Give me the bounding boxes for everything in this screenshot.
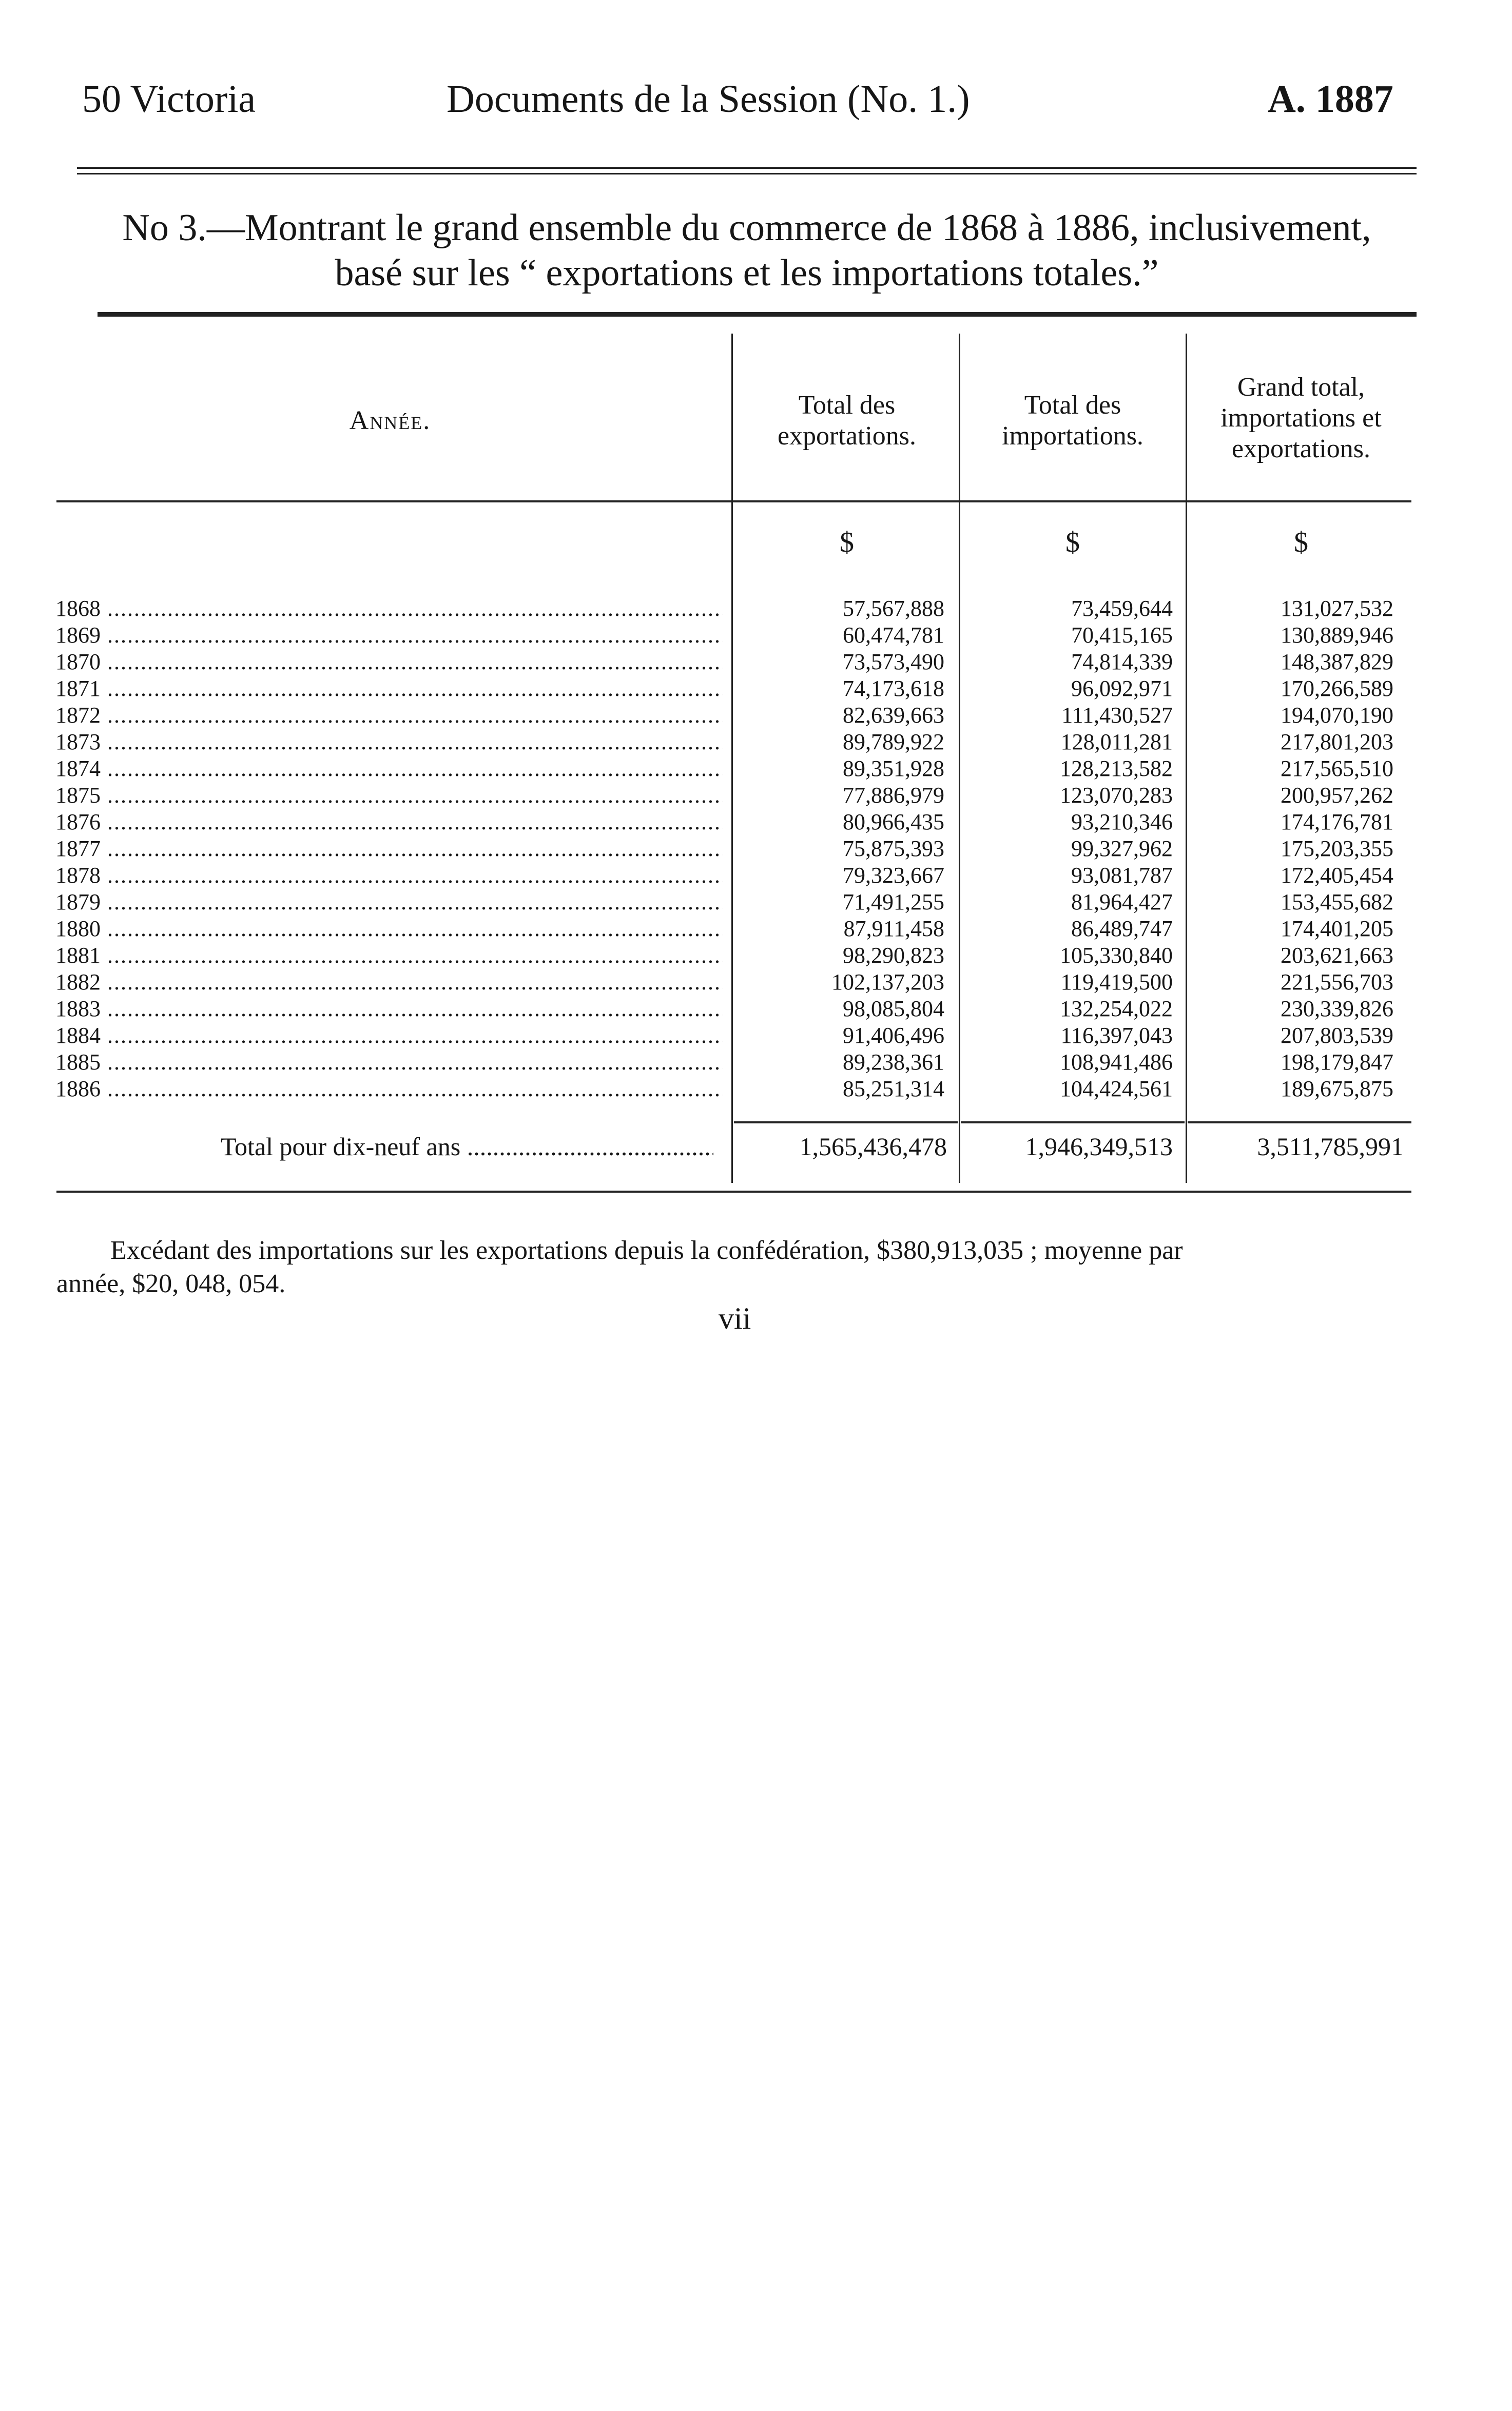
row-exports: 87,911,458 (843, 916, 944, 941)
header-rule-top (77, 167, 1417, 169)
table-row (0, 1022, 1512, 1049)
table-row (0, 595, 1512, 622)
table-row (0, 1076, 1512, 1102)
total-grand-total: 3,511,785,991 (1257, 1132, 1404, 1161)
row-year: 1879 ..... (55, 889, 723, 916)
row-year: 1876 ..... (55, 809, 723, 835)
table-bottom-rule (56, 1191, 1411, 1193)
row-year: 1868 ..... (55, 595, 723, 622)
header-rule-bottom (77, 173, 1417, 174)
row-exports: 85,251,314 (843, 1076, 944, 1101)
total-imports: 1,946,349,513 (1025, 1132, 1173, 1161)
row-imports: 70,415,165 (1071, 623, 1173, 648)
row-grand-total: 170,266,589 (1281, 676, 1393, 701)
table-row (0, 889, 1512, 916)
table-row (0, 916, 1512, 942)
row-year: 1880 ..... (55, 916, 723, 942)
total-rule-exports (734, 1121, 958, 1123)
table-row (0, 622, 1512, 649)
table-row (0, 755, 1512, 782)
row-grand-total: 153,455,682 (1281, 889, 1393, 915)
row-grand-total: 189,675,875 (1281, 1076, 1393, 1101)
row-grand-total: 194,070,190 (1281, 703, 1393, 728)
page-number: vii (719, 1301, 751, 1335)
column-header-exports: Total des exportations. (777, 391, 917, 451)
row-imports: 119,419,500 (1060, 969, 1173, 995)
row-exports: 89,238,361 (843, 1049, 944, 1075)
row-exports: 71,491,255 (843, 889, 944, 915)
row-year: 1884 ..... (55, 1022, 723, 1049)
table-row (0, 835, 1512, 862)
table-row (0, 782, 1512, 809)
table-row (0, 942, 1512, 969)
total-rule-imports (961, 1121, 1185, 1123)
table-row (0, 862, 1512, 889)
column-header-grand-total: Grand total, importations et exportations. (1220, 373, 1382, 463)
title-rule (98, 312, 1417, 317)
row-exports: 91,406,496 (843, 1023, 944, 1048)
row-year: 1885 ..... (55, 1049, 723, 1076)
row-year: 1881 ..... (55, 942, 723, 969)
row-year: 1878 ..... (55, 862, 723, 889)
table-row (0, 649, 1512, 675)
row-grand-total: 174,176,781 (1281, 809, 1393, 834)
row-imports: 74,814,339 (1071, 649, 1173, 674)
row-imports: 86,489,747 (1071, 916, 1173, 941)
row-grand-total: 175,203,355 (1281, 836, 1393, 861)
row-exports: 75,875,393 (843, 836, 944, 861)
row-grand-total: 217,801,203 (1281, 729, 1393, 754)
currency-symbol-imports: $ (1065, 527, 1080, 558)
row-year: 1870 ..... (55, 649, 723, 675)
row-exports: 74,173,618 (843, 676, 944, 701)
table-row (0, 675, 1512, 702)
row-exports: 73,573,490 (843, 649, 944, 674)
row-imports: 116,397,043 (1060, 1023, 1173, 1048)
table-row (0, 809, 1512, 835)
row-exports: 77,886,979 (843, 783, 944, 808)
row-grand-total: 221,556,703 (1281, 969, 1393, 995)
row-year: 1874 ..... (55, 755, 723, 782)
table-row (0, 969, 1512, 996)
total-rule-grand-total (1188, 1121, 1411, 1123)
row-imports: 81,964,427 (1071, 889, 1173, 915)
row-grand-total: 207,803,539 (1281, 1023, 1393, 1048)
row-imports: 99,327,962 (1071, 836, 1173, 861)
footnote-line-2: année, $20, 048, 054. (56, 1269, 286, 1298)
row-exports: 80,966,435 (843, 809, 944, 834)
row-year: 1875 ..... (55, 782, 723, 809)
row-exports: 82,639,663 (843, 703, 944, 728)
header-underline (56, 500, 1411, 502)
row-imports: 73,459,644 (1071, 596, 1173, 621)
column-header-year: Année. (349, 406, 431, 435)
row-year: 1873 ..... (55, 729, 723, 755)
table-row (0, 996, 1512, 1022)
row-grand-total: 200,957,262 (1281, 783, 1393, 808)
row-imports: 105,330,840 (1060, 943, 1173, 968)
header-document-title: Documents de la Session (No. 1.) (447, 77, 970, 121)
row-imports: 108,941,486 (1060, 1049, 1173, 1075)
row-imports: 123,070,283 (1060, 783, 1173, 808)
row-exports: 98,290,823 (843, 943, 944, 968)
total-exports: 1,565,436,478 (799, 1132, 947, 1161)
row-year: 1882 ..... (55, 969, 723, 996)
row-imports: 128,213,582 (1060, 756, 1173, 781)
footnote-line-1: Excédant des importations sur les exportations depuis la confédération, $380,913,035 ; moyenne par (110, 1236, 1183, 1265)
row-exports: 98,085,804 (843, 996, 944, 1021)
row-imports: 111,430,527 (1061, 703, 1173, 728)
row-imports: 104,424,561 (1060, 1076, 1173, 1101)
row-exports: 89,789,922 (843, 729, 944, 754)
table-row (0, 702, 1512, 729)
row-imports: 93,081,787 (1071, 863, 1173, 888)
row-year: 1883 ..... (55, 996, 723, 1022)
row-exports: 102,137,203 (831, 969, 944, 995)
total-row-label: Total pour dix-neuf ans ..... (221, 1132, 713, 1161)
row-exports: 89,351,928 (843, 756, 944, 781)
header-year: A. 1887 (1268, 77, 1393, 121)
row-grand-total: 130,889,946 (1281, 623, 1393, 648)
row-imports: 96,092,971 (1071, 676, 1173, 701)
row-year: 1872 ..... (55, 702, 723, 729)
row-imports: 128,011,281 (1060, 729, 1173, 754)
row-grand-total: 131,027,532 (1281, 596, 1393, 621)
row-year: 1869 ..... (55, 622, 723, 649)
column-header-imports: Total des importations. (1002, 391, 1143, 451)
row-imports: 132,254,022 (1060, 996, 1173, 1021)
row-year: 1871 ..... (55, 675, 723, 702)
row-imports: 93,210,346 (1071, 809, 1173, 834)
header-session-volume: 50 Victoria (82, 77, 256, 121)
row-grand-total: 172,405,454 (1281, 863, 1393, 888)
table-body (0, 595, 1512, 1102)
table-title-line-1: No 3.—Montrant le grand ensemble du commerce de 1868 à 1886, inclusivement, (122, 207, 1371, 249)
row-exports: 79,323,667 (843, 863, 944, 888)
currency-symbol-grand-total: $ (1294, 527, 1308, 558)
row-grand-total: 217,565,510 (1281, 756, 1393, 781)
row-grand-total: 203,621,663 (1281, 943, 1393, 968)
row-grand-total: 174,401,205 (1281, 916, 1393, 941)
row-grand-total: 230,339,826 (1281, 996, 1393, 1021)
row-year: 1877 ..... (55, 835, 723, 862)
row-grand-total: 148,387,829 (1281, 649, 1393, 674)
row-grand-total: 198,179,847 (1281, 1049, 1393, 1075)
row-exports: 60,474,781 (843, 623, 944, 648)
row-exports: 57,567,888 (843, 596, 944, 621)
table-row (0, 729, 1512, 755)
table-row (0, 1049, 1512, 1076)
row-year: 1886 ..... (55, 1076, 723, 1102)
table-title-line-2: basé sur les “ exportations et les importations totales.” (335, 252, 1159, 294)
currency-symbol-exports: $ (840, 527, 854, 558)
